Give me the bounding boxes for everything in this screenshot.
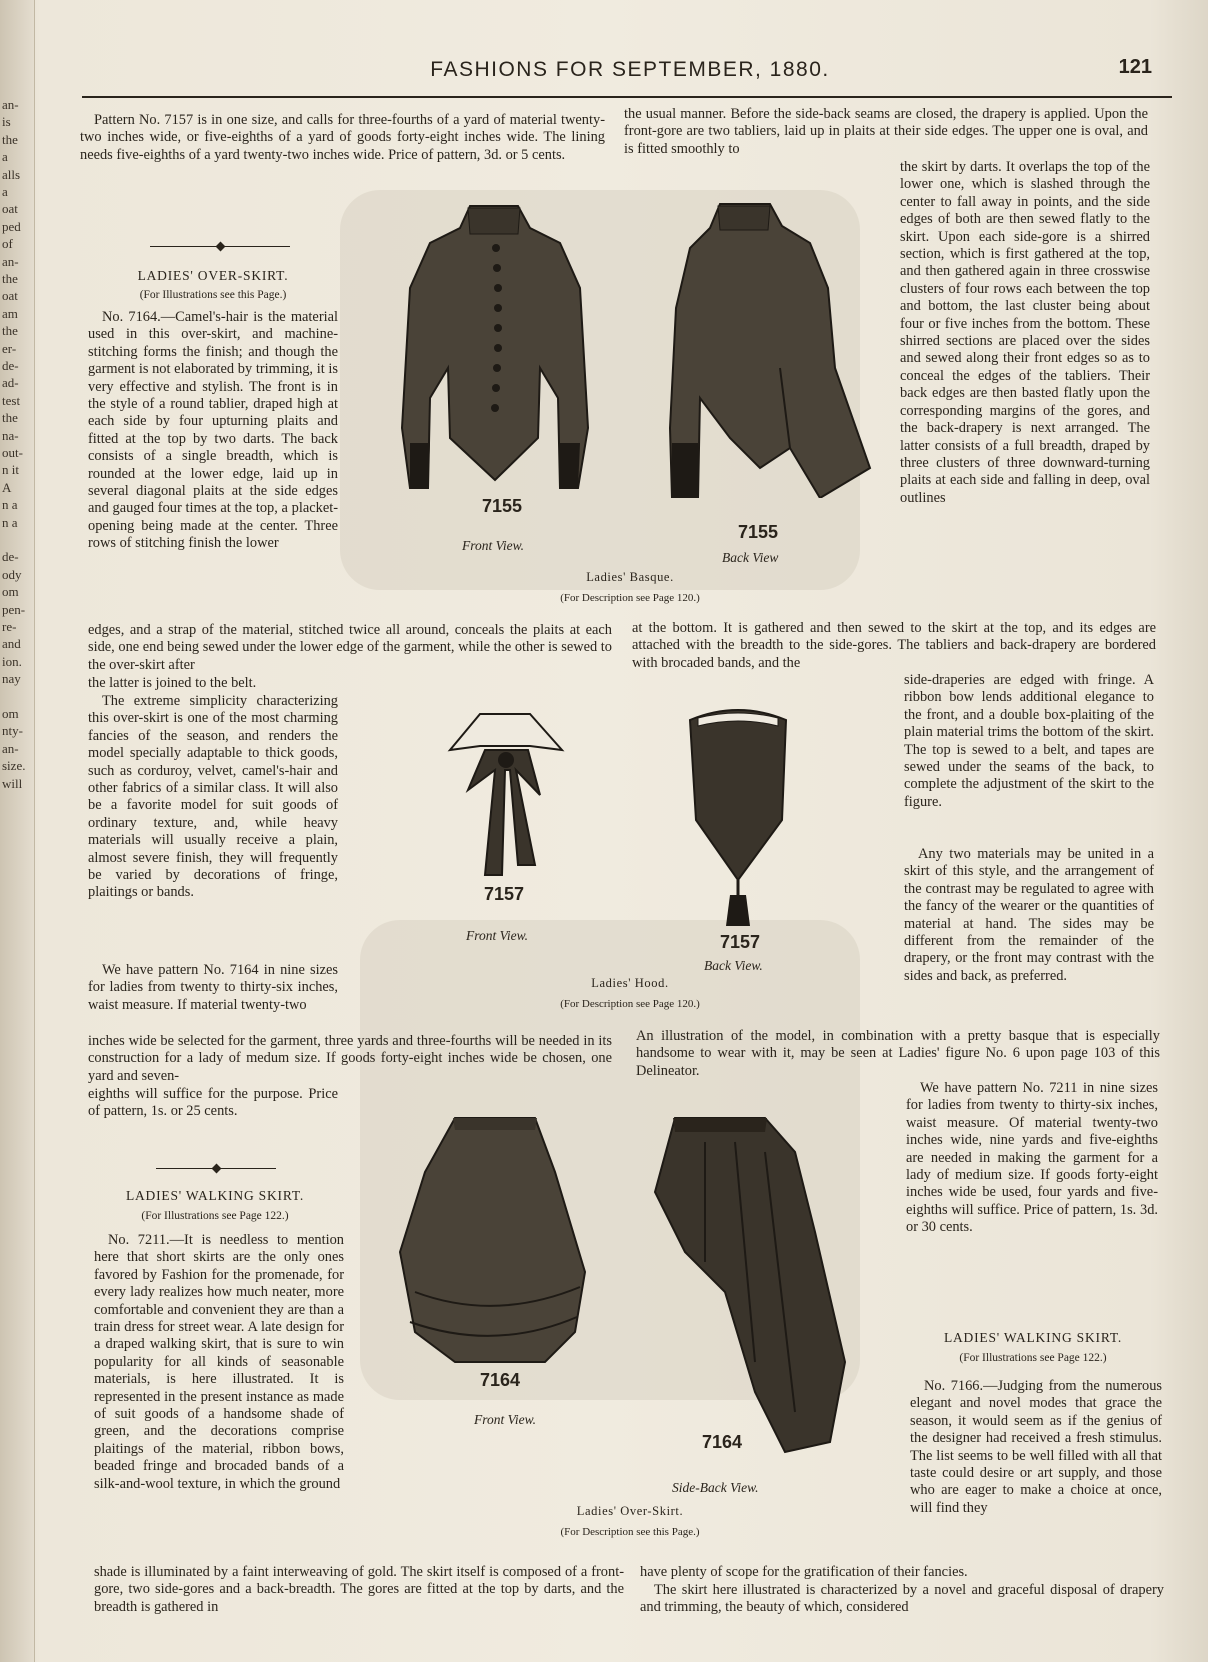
hood-caption: Ladies' Hood. (591, 976, 669, 990)
gutter-fragment: a (2, 184, 8, 199)
overskirt-subheading: (For Illustrations see this Page.) (139, 289, 287, 301)
basque-front-number: 7155 (482, 496, 523, 516)
page-number: 121 (1118, 56, 1152, 78)
gutter-fragment: the (2, 131, 18, 147)
overskirt-front-illustration (395, 1112, 595, 1372)
gutter-fragment: of (2, 236, 13, 252)
gutter-fragment: ion. (2, 653, 22, 669)
gutter-fragment: is (2, 114, 11, 130)
overskirt-front-view-label: Front View. (474, 1412, 536, 1427)
overskirt-paragraph-1-wide: edges, and a strap of the material, stitched twice all around, conceals the plaits at each side, one end being sewed under the lower edge of the garment, while the other is sewed to the over-skirt after (88, 622, 612, 673)
walking-skirt-2-paragraph-wide: have plenty of scope for the gratification of their fancies. (640, 1564, 968, 1580)
basque-caption-sub: (For Description see Page 120.) (560, 592, 700, 604)
basque-caption: Ladies' Basque. (586, 570, 674, 584)
gutter-fragment: re- (2, 619, 17, 634)
gutter-fragment: pen- (2, 601, 26, 617)
gutter-fragment: nty- (2, 723, 23, 739)
right-col-mid-wide: at the bottom. It is gathered and then sewed to the skirt at the top, and its edges are attached with the breadth to the side-gores. The tabliers and back-drapery are bordered with brocaded bands, and the (632, 620, 1156, 671)
overskirt-back-number: 7164 (702, 1432, 743, 1452)
hood-front-view-label: Front View. (466, 928, 528, 943)
basque-front-view-label: Front View. (462, 538, 524, 553)
walking-skirt-subheading: (For Illustrations see Page 122.) (141, 1210, 289, 1222)
section-divider (156, 1168, 276, 1169)
gutter-fragment: the (2, 271, 18, 286)
gutter-fragment: am (2, 305, 18, 321)
hood-back-number: 7157 (720, 932, 761, 952)
section-divider (150, 246, 290, 247)
page-header (90, 56, 1170, 90)
gutter-fragment: alls (2, 166, 21, 182)
gutter-fragment: na- (2, 427, 19, 443)
hood-front-number: 7157 (484, 884, 525, 904)
overskirt-heading: LADIES' OVER-SKIRT. (137, 268, 289, 283)
basque-back-number: 7155 (738, 522, 779, 542)
gutter-fragment: out- (2, 445, 23, 460)
gutter-fragment: A (2, 479, 12, 495)
overskirt-caption-sub: (For Description see this Page.) (560, 1526, 700, 1538)
gutter-fragment: n it (2, 462, 19, 478)
hood-front-illustration (440, 700, 570, 885)
gutter-fragment: oat (2, 201, 18, 217)
gutter-fragment: a (2, 149, 8, 165)
gutter-fragment: oat (2, 288, 18, 304)
walking-skirt-paragraph: No. 7211.—It is needless to mention here that short skirts are the only ones favored by Fashion for the promenade, for every lady realizes how much neater, more comfortable and convenient they are than a train dress for street wear. A late design for a draped walking skirt, that is sure to win popularity for all kinds of seasonable materials, is here illustrated. It is represented in the present instance as made of suit goods of a handsome shade of green, and the decorations comprise plaitings of the material, ribbon bows, beaded fringe and brocaded bands of a silk-and-wool texture, in which the ground (94, 1232, 344, 1492)
overskirt-paragraph-3-end: eighths will suffice for the purpose. Price of pattern, 1s. or 25 cents. (88, 1086, 338, 1120)
gutter-fragment: size. (2, 758, 26, 774)
overskirt-paragraph-3-wide: inches wide be selected for the garment, three yards and three-fourths will be needed in its construction for a lady of medum size. If goods forty-eight inches wide be chosen, one yard and seven- (88, 1033, 612, 1084)
gutter-fragment: ody (2, 566, 22, 582)
basque-back-view-label: Back View (722, 550, 779, 565)
gutter-fragment: will (2, 775, 23, 791)
walking-skirt-2-paragraph-3: The skirt here illustrated is characterized by a novel and graceful disposal of drapery and trimming, the beauty of which, considered (640, 1582, 1164, 1616)
gutter-fragment: n a (2, 497, 18, 513)
walking-skirt-2-heading: LADIES' WALKING SKIRT. (943, 1330, 1123, 1345)
gutter-fragment: the (2, 410, 18, 426)
walking-skirt-2-subheading: (For Illustrations see Page 122.) (959, 1352, 1107, 1364)
gutter-fragment: n a (2, 514, 18, 530)
overskirt-caption: Ladies' Over-Skirt. (576, 1504, 684, 1518)
right-col-top-narrow: the skirt by darts. It overlaps the top of the lower one, which is slashed through the center to fall away in points, and the side edges of both are then sewed flatly to the skirt. Upon each side-gore is a shirred section, which is first gathered at the top, and then gathered again in three crosswise clusters of four rows each between the top and bottom, the last cluster being about four or five inches from the bottom. These shirred sections are placed over the sides and sewed along their front edges so as to conceal the edges of the tabliers. Their back edges are then basted flatly upon the corresponding margins of the gores, and the back-drapery is next arranged. The latter consists of a full breadth, draped by three clusters of three downward-turning plaits at each side and falling in deep, oval outlines (900, 159, 1150, 506)
right-col-paragraph-4: We have pattern No. 7211 in nine sizes for ladies from twenty to thirty-six inches, waist measure. Of material twenty-two inches wide, nine yards and five-eighths are needed in making the garment for a lady of medium size. If goods forty-eight inches wide be used, four yards and five-eighths will suffice. Price of pattern, 1s. 3d. or 30 cents. (906, 1080, 1158, 1236)
running-title: FASHIONS FOR SEPTEMBER, 1880. (430, 58, 830, 81)
gutter-fragment: ad- (2, 375, 19, 391)
gutter-fragment: an- (2, 253, 19, 269)
right-col-paragraph-3: An illustration of the model, in combination with a pretty basque that is especially handsome to wear with it, may be seen at Ladies' figure No. 6 upon page 103 of this Delineator. (636, 1028, 1160, 1079)
overskirt-front-number: 7164 (480, 1370, 521, 1390)
walking-skirt-paragraph-wide: shade is illuminated by a faint interweaving of gold. The skirt itself is composed of a front-gore, two side-gores and a back-breadth. The gores are fitted at the top by darts, and the breadth is gathered in (94, 1564, 624, 1615)
gutter-fragment: test (2, 392, 21, 408)
walking-skirt-2-paragraph: No. 7166.—Judging from the numerous elegant and novel modes that grace the season, it would seem as if the genius of the designer had received a fresh stimulus. The list seems to be well filled with all that taste could desire or art supply, and those who are eager to make a choice at once, will find they (910, 1378, 1162, 1516)
gutter-fragment: the (2, 323, 18, 339)
gutter-fragment: and (2, 636, 21, 652)
right-col-mid-narrow: side-draperies are edged with fringe. A ribbon bow lends additional elegance to the front, and a double box-plaiting of the plain material trims the bottom of the skirt. The top is sewed to a belt, and tapes are sewed under the seams of the back, to complete the adjustment of the skirt to the figure. (904, 672, 1154, 810)
basque-back-illustration (660, 198, 880, 498)
gutter-fragment: er- (2, 340, 17, 356)
header-rule (82, 96, 1172, 98)
basque-front-illustration (390, 198, 600, 498)
gutter-fragment: an- (2, 97, 19, 112)
walking-skirt-heading: LADIES' WALKING SKIRT. (125, 1188, 305, 1203)
right-col-paragraph-2: Any two materials may be united in a skirt of this style, and the arrangement of the contrast may be regulated to agree with the fancy of the wearer or the quantities of material at hand. The sides may be different from the remainder of the drapery, or the front may contrast with the sides and back, as preferred. (904, 846, 1154, 984)
gutter-fragment: de- (2, 358, 19, 373)
facing-page-edge (0, 0, 35, 1662)
overskirt-back-illustration (645, 1112, 865, 1462)
overskirt-paragraph-2: The extreme simplicity characterizing this over-skirt is one of the most charming fancies of the season, and renders the model specially adaptable to thick goods, such as corduroy, velvet, camel's-hair and other fabrics of a similar class. It will also be a favorite model for suit goods of ordinary texture, and, while heavy materials will usually receive a plain, almost severe finish, they will frequently be varied by decorations of fringe, plaitings or bands. (88, 693, 338, 901)
overskirt-back-view-label: Side-Back View. (672, 1480, 759, 1495)
gutter-fragment: nay (2, 671, 21, 687)
hood-back-view-label: Back View. (704, 958, 763, 973)
gutter-fragment: ped (2, 218, 21, 234)
overskirt-paragraph-3: We have pattern No. 7164 in nine sizes for ladies from twenty to thirty-six inches, waist measure. If material twenty-two (88, 962, 338, 1013)
hood-back-illustration (678, 700, 798, 930)
hood-caption-sub: (For Description see Page 120.) (560, 998, 700, 1010)
pattern-7157-note: Pattern No. 7157 is in one size, and calls for three-fourths of a yard of material twenty-two inches wide, or five-eighths of a yard of goods forty-eight inches wide. The lining needs five-eighths of a yard twenty-two inches wide. Price of pattern, 3d. or 5 cents. (80, 112, 605, 163)
gutter-fragment: de- (2, 549, 19, 565)
gutter-fragment: om (2, 584, 19, 600)
gutter-fragment: an- (2, 740, 19, 756)
overskirt-paragraph-1-end: the latter is joined to the belt. (88, 675, 257, 691)
overskirt-paragraph-1: No. 7164.—Camel's-hair is the material used in this over-skirt, and machine-stitching forms the finish; and though the garment is not elaborated by trimming, it is very effective and stylish. The front is in the style of a round tablier, draped high at each side by four upturning plaits and fitted at the top by two darts. The back consists of a single breadth, which is rounded at the lower edge, laid up in several diagonal plaits at the side edges and gauged four times at the top, a placket-opening being made at the center. Three rows of stitching finish the lower (88, 309, 338, 552)
gutter-fragment: om (2, 706, 19, 721)
right-col-top-wide: the usual manner. Before the side-back seams are closed, the drapery is applied. Upon the front-gore are two tabliers, laid up in plaits at their side edges. The upper one is oval, and is fitted smoothly to (624, 106, 1148, 157)
